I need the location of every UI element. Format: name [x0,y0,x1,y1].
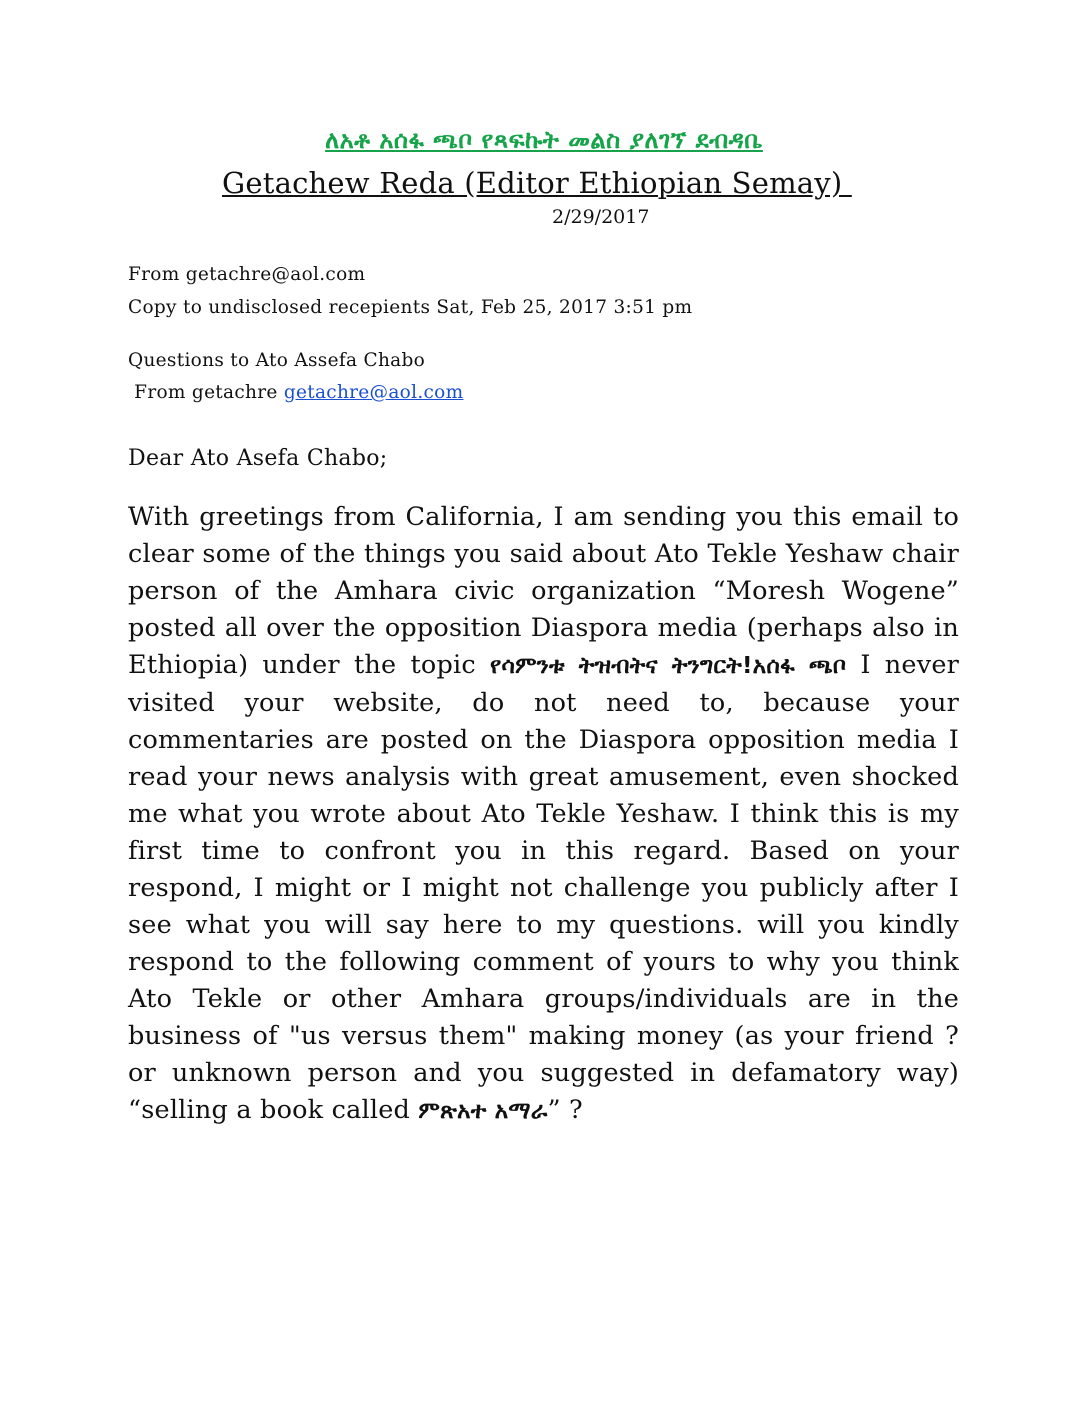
author-line: Getachew Reda (Editor Ethiopian Semay) [222,166,852,200]
letter-body [128,499,959,1130]
amharic-title: ለአቶ አሰፋ ጫቦ የጻፍኩት መልስ ያለገኘ ደብዳቤ [325,126,763,154]
amharic-book-title: ምጽአተ አማራ [418,1098,548,1124]
letter-date: 2/29/2017 [552,206,650,228]
amharic-topic: የሳምንቱ ትዝብትና ትንግርት!አሰፋ ጫቦ [489,653,847,679]
body-text-part2: I never visited your website, do not need to, because your commentaries are posted on the Diaspora opposition media I read your news analysis with great amusement, even shocked me what you wrote about Ato Tekle Yeshaw. I think this is my first time to confront you in this regard. Based on your respond, I might or I might not challenge you publicly after I see what you will say here to my questions. will you kindly respond to the following comment of yours to why you think Ato Tekle or other Amhara groups/individuals are in the business of "us versus them" making money (as your friend ? or unknown person and you suggested in defamatory way) “selling a book called [128,650,959,1125]
from-line: From getachre@aol.com [128,264,366,285]
copy-line: Copy to undisclosed recepients Sat, Feb 25, 2017 3:51 pm [128,297,693,318]
subject-line: Questions to Ato Assefa Chabo [128,350,426,371]
email-link[interactable]: getachre@aol.com [283,382,464,403]
from-name: From getachre [128,382,284,403]
from-email-line [128,382,463,403]
body-text-part1: With greetings from California, I am sending you this email to clear some of the things you said about Ato Tekle Yeshaw chair person of the Amhara civic organization “Moresh Wogene” posted all over the opposition Diaspora media (perhaps also in Ethiopia) under the topic [128,502,959,680]
body-text-end: ” ? [547,1095,583,1125]
salutation: Dear Ato Asefa Chabo; [128,446,388,471]
